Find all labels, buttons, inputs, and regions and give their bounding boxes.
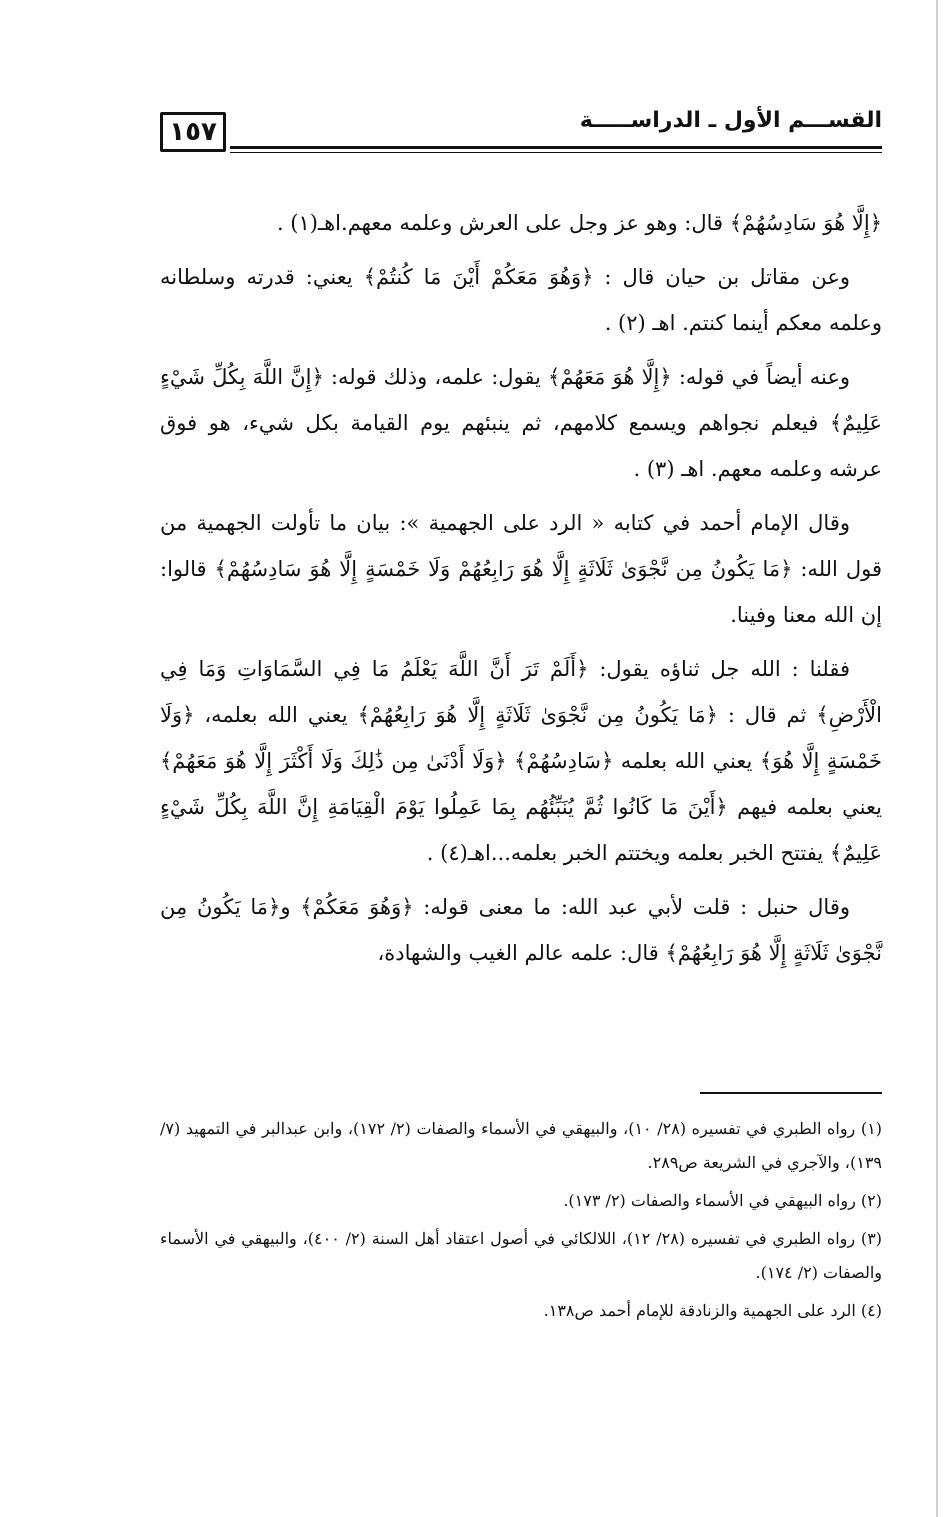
- header-rule-thick: [230, 146, 882, 149]
- footnote-separator: [700, 1092, 882, 1094]
- footnote-item: (٢) رواه البيهقي في الأسماء والصفات (٢/ ١٧٣).: [563, 1191, 882, 1210]
- footnotes: [160, 1112, 882, 1332]
- paragraph: وقال حنبل : قلت لأبي عبد الله: ما معنى قوله: ﴿وَهُوَ مَعَكُمْ﴾ و﴿مَا يَكُونُ مِن نَّجْوَىٰ ثَلَاثَةٍ إِلَّا هُوَ رَابِعُهُمْ﴾ قال: علمه عالم الغيب والشهادة،: [160, 895, 882, 965]
- page-number: ١٥٧: [160, 112, 226, 152]
- scan-edge-line: [936, 0, 938, 1517]
- paragraph: ﴿إِلَّا هُوَ سَادِسُهُمْ﴾ قال: وهو عز وجل على العرش وعلمه معهم.اهـ(١) .: [276, 211, 882, 235]
- footnote-item: (١) رواه الطبري في تفسيره (٢٨/ ١٠)، والبيهقي في الأسماء والصفات (٢/ ١٧٢)، وابن عبدالبر في التمهيد (٧/ ١٣٩)، والآجري في الشريعة ص٢٨٩.: [160, 1119, 882, 1172]
- running-title: القســـم الأول ـ الدراســـــة: [579, 108, 882, 133]
- paragraph: وعن مقاتل بن حيان قال : ﴿وَهُوَ مَعَكُمْ أَيْنَ مَا كُنتُمْ﴾ يعني: قدرته وسلطانه وعلمه معكم أينما كنتم. اهـ (٢) .: [160, 265, 882, 335]
- header-rule-thin: [230, 152, 882, 153]
- main-text: [160, 200, 882, 984]
- paragraph: وقال الإمام أحمد في كتابه « الرد على الجهمية »: بيان ما تأولت الجهمية من قول الله: ﴿مَا يَكُونُ مِن نَّجْوَىٰ ثَلَاثَةٍ إِلَّا هُوَ رَابِعُهُمْ وَلَا خَمْسَةٍ إِلَّا هُوَ سَادِسُهُمْ﴾ قالوا: إن الله معنا وفينا.: [160, 511, 882, 627]
- page-header: [160, 100, 882, 156]
- paragraph: فقلنا : الله جل ثناؤه يقول: ﴿أَلَمْ تَرَ أَنَّ اللَّهَ يَعْلَمُ مَا فِي السَّمَاوَاتِ وَمَا فِي الْأَرْضِ﴾ ثم قال : ﴿مَا يَكُونُ مِن نَّجْوَىٰ ثَلَاثَةٍ إِلَّا هُوَ رَابِعُهُمْ﴾ يعني الله بعلمه، ﴿وَلَا خَمْسَةٍ إِلَّا هُوَ﴾ يعني الله بعلمه ﴿سَادِسُهُمْ﴾ ﴿وَلَا أَدْنَىٰ مِن ذَٰلِكَ وَلَا أَكْثَرَ إِلَّا هُوَ مَعَهُمْ﴾ يعني بعلمه فيهم ﴿أَيْنَ مَا كَانُوا ثُمَّ يُنَبِّئُهُم بِمَا عَمِلُوا يَوْمَ الْقِيَامَةِ إِنَّ اللَّهَ بِكُلِّ شَيْءٍ عَلِيمٌ﴾ يفتتح الخبر بعلمه ويختتم الخبر بعلمه...اهـ(٤) .: [160, 657, 882, 865]
- footnote-item: (٣) رواه الطبري في تفسيره (٢٨/ ١٢)، اللالكائي في أصول اعتقاد أهل السنة (٢/ ٤٠٠)، والبيهقي في الأسماء والصفات (٢/ ١٧٤).: [160, 1229, 883, 1282]
- paragraph: وعنه أيضاً في قوله: ﴿إِلَّا هُوَ مَعَهُمْ﴾ يقول: علمه، وذلك قوله: ﴿إِنَّ اللَّهَ بِكُلِّ شَيْءٍ عَلِيمٌ﴾ فيعلم نجواهم ويسمع كلامهم، ثم ينبئهم يوم القيامة بكل شيء، هو فوق عرشه وعلمه معهم. اهـ (٣) .: [160, 365, 882, 481]
- footnote-item: (٤) الرد على الجهمية والزنادقة للإمام أحمد ص١٣٨.: [543, 1301, 882, 1320]
